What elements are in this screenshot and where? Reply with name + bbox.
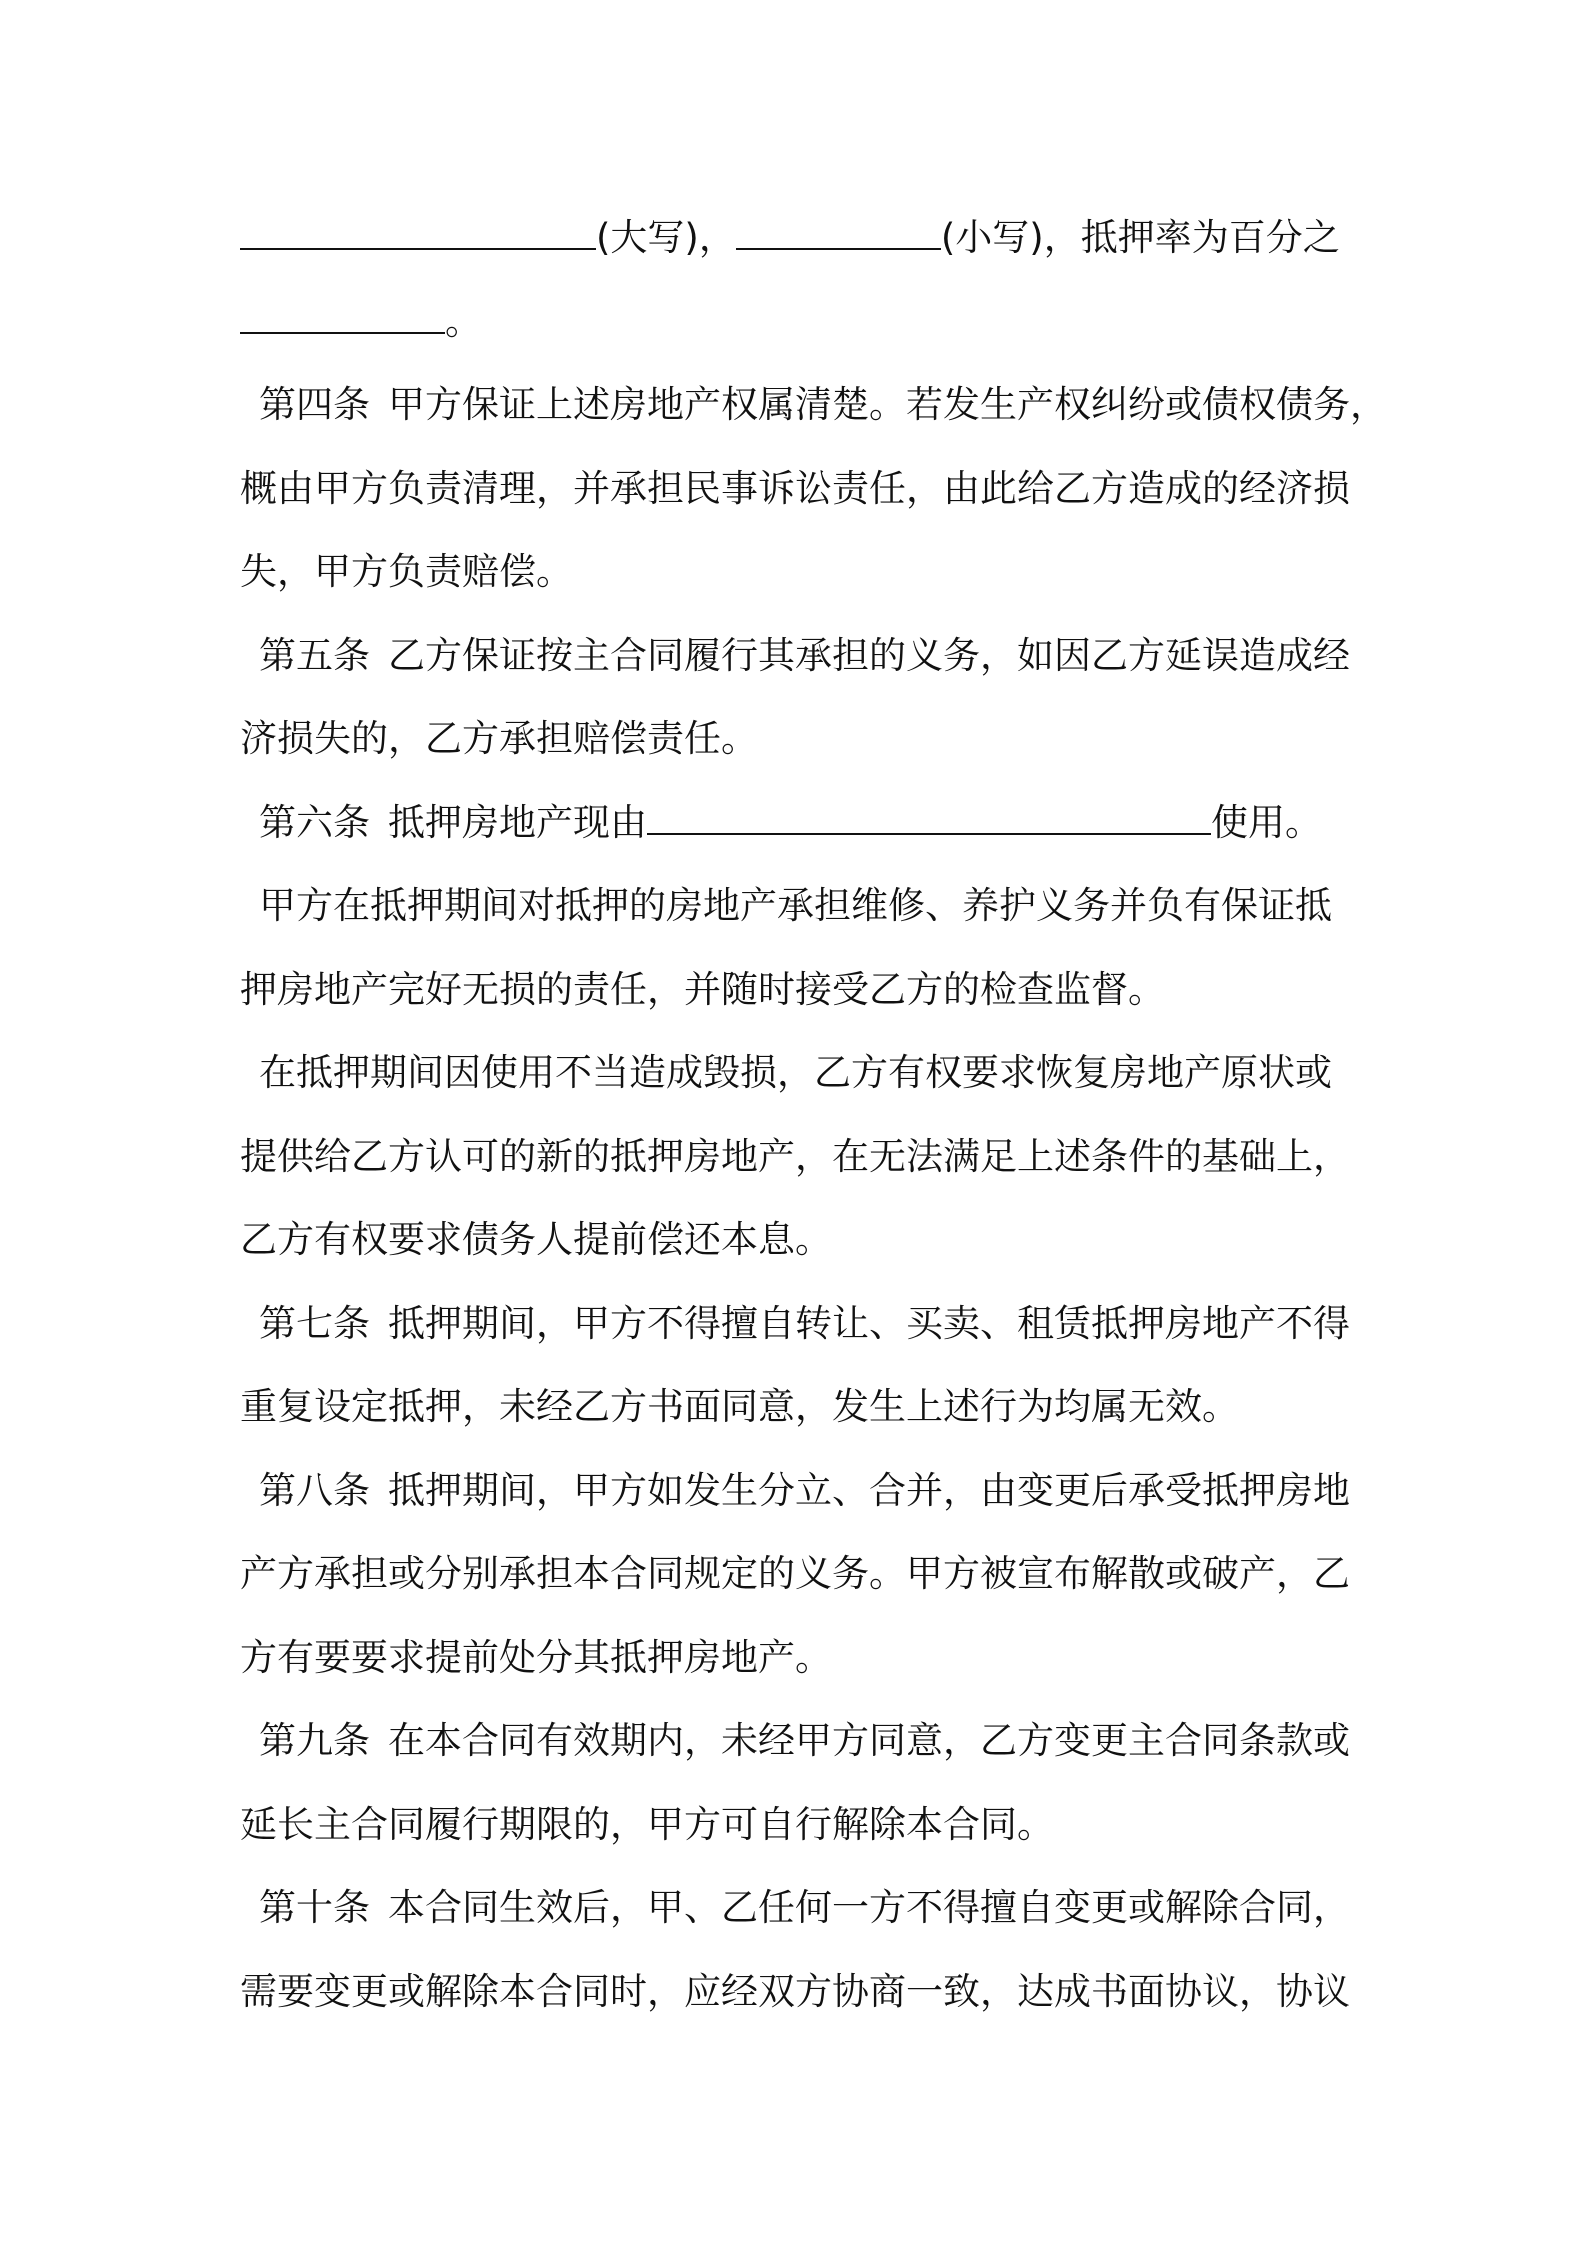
- article-4-text-1: 甲方保证上述房地产权属清楚。若发生产权纠纷或债权债务，: [388, 383, 1387, 426]
- mortgage-rate-end: 。: [445, 299, 482, 343]
- article-5-text-1: 乙方保证按主合同履行其承担的义务，如因乙方延误造成经: [388, 633, 1350, 677]
- article-4-label: 第四条: [259, 383, 370, 426]
- article-6-text-before: 抵押房地产现由: [388, 800, 647, 844]
- maintenance-text-2: 押房地产完好无损的责任，并随时接受乙方的检查监督。: [240, 967, 1165, 1011]
- article-9-text-2: 延长主合同履行期限的，甲方可自行解除本合同。: [240, 1802, 1054, 1846]
- article-10-text-2: 需要变更或解除本合同时，应经双方协商一致，达成书面协议，协议: [240, 1969, 1350, 2013]
- article-7-line-2: [240, 1365, 1368, 1449]
- mortgage-rate-blank: [240, 302, 445, 334]
- article-10-text-1: 本合同生效后，甲、乙任何一方不得擅自变更或解除合同，: [388, 1886, 1350, 1929]
- article-7-line-1: [240, 1282, 1368, 1366]
- damage-line-1: [240, 1031, 1368, 1115]
- damage-text-2: 提供给乙方认可的新的抵押房地产，在无法满足上述条件的基础上，: [240, 1134, 1350, 1178]
- contract-body: [240, 196, 1387, 2033]
- damage-text-1: 在抵押期间因使用不当造成毁损，乙方有权要求恢复房地产原状或: [259, 1051, 1332, 1094]
- article-9-label: 第九条: [259, 1719, 370, 1762]
- article-9-text-1: 在本合同有效期内，未经甲方同意，乙方变更主合同条款或: [388, 1719, 1350, 1762]
- article-4-line-3: [240, 530, 1368, 614]
- article-4-line-2: [240, 447, 1368, 531]
- article-8-label: 第八条: [259, 1468, 370, 1512]
- damage-line-2: [240, 1115, 1368, 1199]
- article-8-text-3: 方有要要求提前处分其抵押房地产。: [240, 1635, 832, 1679]
- article-8-line-3: [240, 1616, 1368, 1700]
- article-8-line-1: [240, 1449, 1368, 1533]
- damage-line-3: [240, 1198, 1368, 1282]
- article-8-line-2: [240, 1532, 1368, 1616]
- amount-line: [240, 196, 1368, 280]
- maintenance-line-2: [240, 948, 1368, 1032]
- article-6-line-1: [240, 781, 1368, 865]
- article-6-user-blank: [647, 803, 1211, 835]
- article-10-line-1: [240, 1866, 1368, 1950]
- article-5-line-1: [240, 614, 1368, 698]
- maintenance-line-1: [240, 864, 1368, 948]
- article-5-line-2: [240, 697, 1368, 781]
- article-8-text-2: 产方承担或分别承担本合同规定的义务。甲方被宣布解散或破产，乙: [240, 1552, 1350, 1595]
- article-7-text-1: 抵押期间，甲方不得擅自转让、买卖、租赁抵押房地产不得: [388, 1301, 1350, 1345]
- article-6-label: 第六条: [259, 800, 370, 844]
- article-4-text-3: 失，甲方负责赔偿。: [240, 550, 573, 593]
- article-4-line-1: [240, 363, 1387, 447]
- article-5-text-2: 济损失的，乙方承担赔偿责任。: [240, 717, 758, 760]
- lowercase-label: (小写)，抵押率为百分之: [940, 216, 1340, 259]
- article-4-text-2: 概由甲方负责清理，并承担民事诉讼责任，由此给乙方造成的经济损: [240, 466, 1350, 510]
- article-7-label: 第七条: [259, 1301, 370, 1345]
- article-6-text-after: 使用。: [1211, 800, 1322, 844]
- amount-lowercase-blank: [736, 218, 941, 250]
- maintenance-text-1: 甲方在抵押期间对抵押的房地产承担维修、养护义务并负有保证抵: [259, 884, 1332, 927]
- article-10-label: 第十条: [259, 1886, 370, 1929]
- article-8-text-1: 抵押期间，甲方如发生分立、合并，由变更后承受抵押房地: [388, 1468, 1350, 1512]
- article-9-line-2: [240, 1783, 1368, 1867]
- uppercase-label: (大写)，: [596, 216, 736, 259]
- mortgage-rate-line: [240, 280, 1368, 364]
- article-10-line-2: [240, 1950, 1368, 2034]
- amount-uppercase-blank: [240, 218, 596, 250]
- article-7-text-2: 重复设定抵押，未经乙方书面同意，发生上述行为均属无效。: [240, 1385, 1239, 1428]
- article-9-line-1: [240, 1699, 1368, 1783]
- damage-text-3: 乙方有权要求债务人提前偿还本息。: [240, 1218, 832, 1261]
- article-5-label: 第五条: [259, 633, 370, 677]
